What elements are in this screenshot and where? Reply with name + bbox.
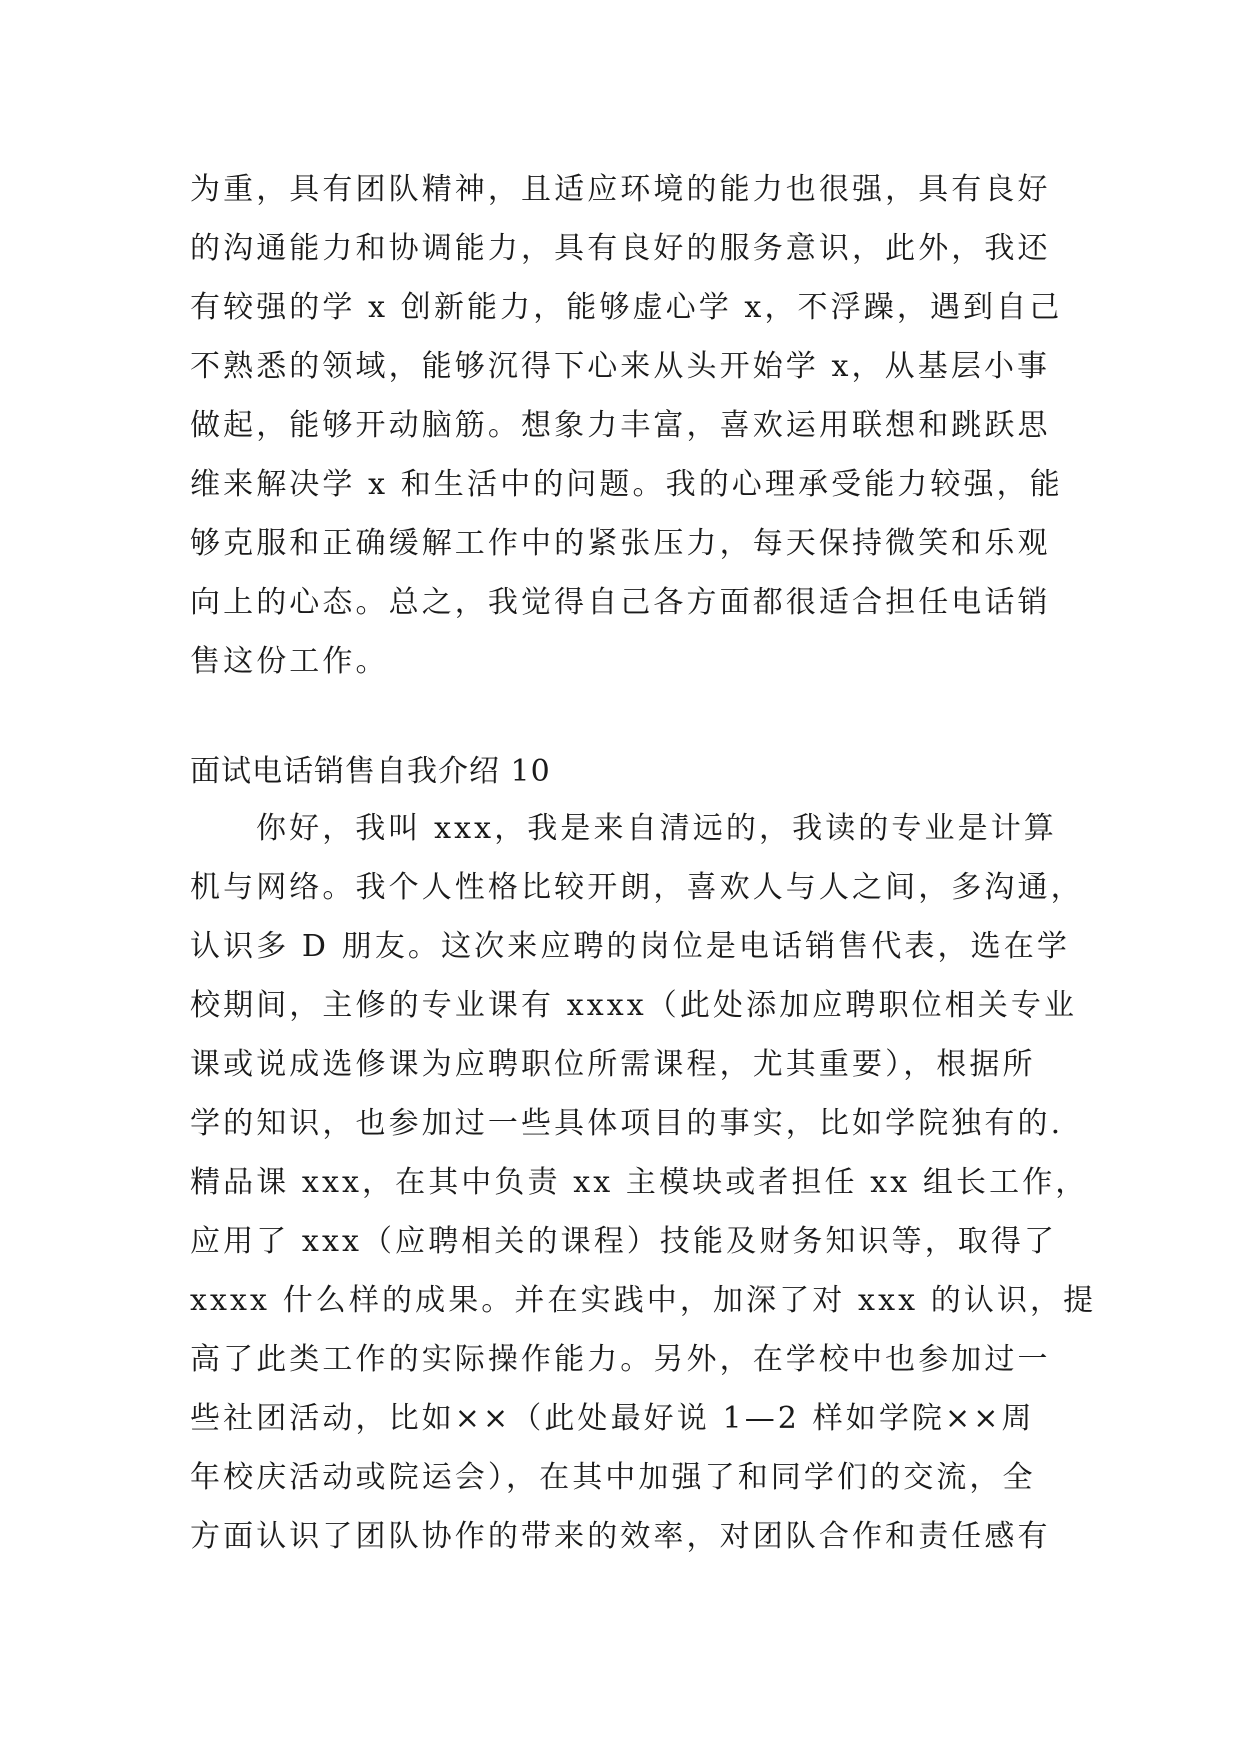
section-heading: 面试电话销售自我介绍 10 <box>190 754 551 789</box>
text-line: xxxx 什么样的成果。并在实践中，加深了对 xxx 的认识，提 <box>190 1283 1097 1318</box>
text-line: 维来解决学 x 和生活中的问题。我的心理承受能力较强，能 <box>190 467 1063 502</box>
text-line: 些社团活动，比如××（此处最好说 1—2 样如学院××周 <box>190 1401 1035 1436</box>
text-line: 年校庆活动或院运会），在其中加强了和同学们的交流，全 <box>190 1460 1036 1495</box>
text-line: 认识多 D 朋友。这次来应聘的岗位是电话销售代表，选在学 <box>190 929 1070 964</box>
text-line: 应用了 xxx（应聘相关的课程）技能及财务知识等，取得了 <box>190 1224 1058 1259</box>
text-line: 够克服和正确缓解工作中的紧张压力，每天保持微笑和乐观 <box>190 526 1051 561</box>
text-line: 有较强的学 x 创新能力，能够虚心学 x，不浮躁，遇到自己 <box>190 290 1063 325</box>
text-line: 精品课 xxx，在其中负责 xx 主模块或者担任 xx 组长工作， <box>190 1165 1089 1200</box>
text-line: 做起，能够开动脑筋。想象力丰富，喜欢运用联想和跳跃思 <box>190 408 1051 443</box>
text-line: 高了此类工作的实际操作能力。另外，在学校中也参加过一 <box>190 1342 1051 1377</box>
paragraph-new <box>190 799 1097 1566</box>
text-line: 向上的心态。总之，我觉得自己各方面都很适合担任电话销 <box>190 585 1051 620</box>
paragraph-continued <box>190 160 1063 691</box>
text-line: 为重，具有团队精神，且适应环境的能力也很强，具有良好 <box>190 172 1051 207</box>
text-line: 机与网络。我个人性格比较开朗，喜欢人与人之间，多沟通， <box>190 870 1084 905</box>
text-line: 的沟通能力和协调能力，具有良好的服务意识，此外，我还 <box>190 231 1051 266</box>
text-line: 方面认识了团队协作的带来的效率，对团队合作和责任感有 <box>190 1519 1051 1554</box>
text-line: 校期间，主修的专业课有 xxxx（此处添加应聘职位相关专业 <box>190 988 1078 1023</box>
text-line: 课或说成选修课为应聘职位所需课程，尤其重要），根据所 <box>190 1047 1036 1082</box>
text-line: 学的知识，也参加过一些具体项目的事实，比如学院独有的. <box>190 1106 1064 1141</box>
text-line: 你好，我叫 xxx，我是来自清远的，我读的专业是计算 <box>256 811 1057 846</box>
text-line: 售这份工作。 <box>190 644 389 679</box>
text-line: 不熟悉的领域，能够沉得下心来从头开始学 x，从基层小事 <box>190 349 1051 384</box>
